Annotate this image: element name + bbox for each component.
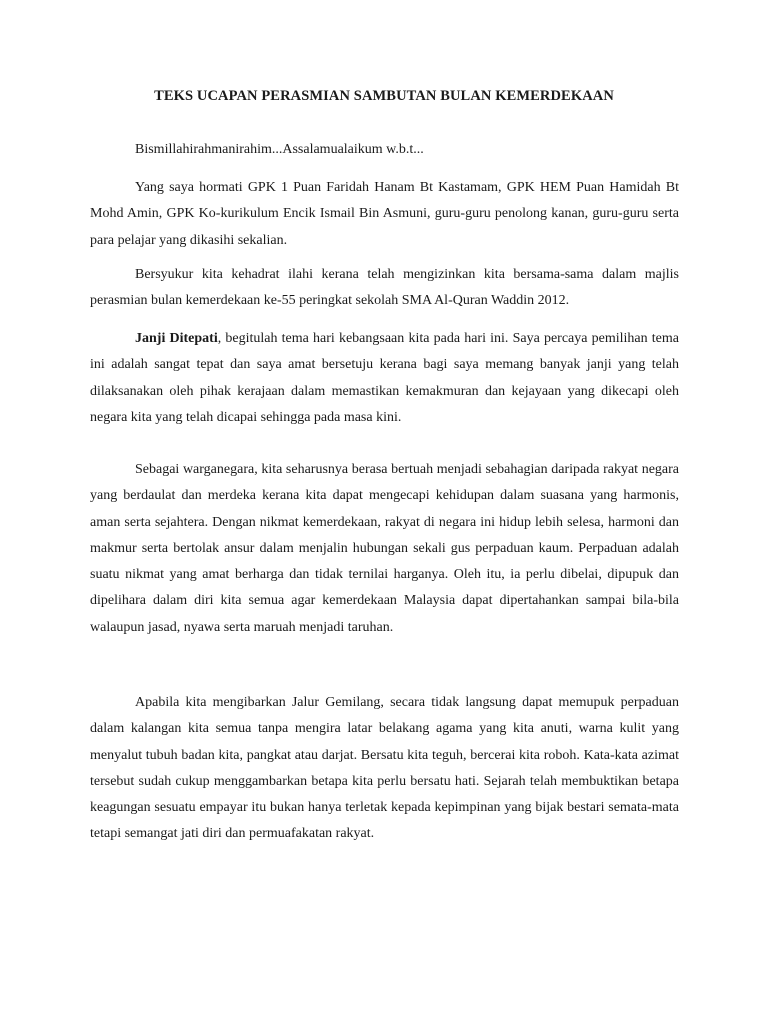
paragraph-gratitude: Bersyukur kita kehadrat ilahi kerana telah mengizinkan kita bersama-sama dalam majlis perasmian bulan kemerdekaan ke-55 peringkat sekolah SMA Al-Quran Waddin 2012. <box>90 267 679 309</box>
paragraph-citizenship: Sebagai warganegara, kita seharusnya berasa bertuah menjadi sebahagian daripada rakyat negara yang berdaulat dan merdeka kerana kita dapat mengecapi kehidupan dalam suasana yang harmonis, aman serta sejahtera. Dengan nikmat kemerdekaan, rakyat di negara ini hidup lebih selesa, harmoni dan makmur serta bertolak ansur dalam menjalin hubungan sekali gus perpaduan kaum. Perpaduan adalah suatu nikmat yang amat berharga dan tidak ternilai harganya. Oleh itu, ia perlu dibelai, dipupuk dan dipelihara dalam diri kita semua agar kemerdekaan Malaysia dapat dipertahankan sampai bila-bila walaupun jasad, nyawa serta maruah menjadi taruhan. <box>90 462 679 635</box>
paragraph-jalur-gemilang: Apabila kita mengibarkan Jalur Gemilang, secara tidak langsung dapat memupuk perpaduan dalam kalangan kita semua tanpa mengira latar belakang agama yang kita anuti, warna kulit yang menyalut tubuh badan kita, pangkat atau darjat. Bersatu kita teguh, bercerai kita roboh. Kata-kata azimat tersebut sudah cukup menggambarkan betapa kita perlu bersatu hati. Sejarah telah membuktikan betapa keagungan sesuatu empayar itu bukan hanya terletak kepada kepimpinan yang bijak bestari semata-mata tetapi semangat jati diri dan permuafakatan rakyat. <box>90 695 679 842</box>
paragraph-theme <box>90 326 679 431</box>
document-title: TEKS UCAPAN PERASMIAN SAMBUTAN BULAN KEMERDEKAAN <box>154 88 614 104</box>
greeting-paragraph: Bismillahirahmanirahim...Assalamualaikum w.b.t... <box>135 142 424 157</box>
theme-paragraph-text: , begitulah tema hari kebangsaan kita pada hari ini. Saya percaya pemilihan tema ini adalah sangat tepat dan saya amat bersetuju kerana bagi saya memang banyak janji yang telah dilaksanakan oleh pihak kerajaan dalam memastikan kemakmuran dan kejayaan yang dikecapi oleh negara kita yang telah dicapai sehingga pada masa kini. <box>90 331 680 425</box>
theme-name: Janji Ditepati <box>135 331 218 346</box>
paragraph-acknowledgement: Yang saya hormati GPK 1 Puan Faridah Hanam Bt Kastamam, GPK HEM Puan Hamidah Bt Mohd Amin, GPK Ko-kurikulum Encik Ismail Bin Asmuni, guru-guru penolong kanan, guru-guru serta para pelajar yang dikasihi sekalian. <box>90 180 679 248</box>
